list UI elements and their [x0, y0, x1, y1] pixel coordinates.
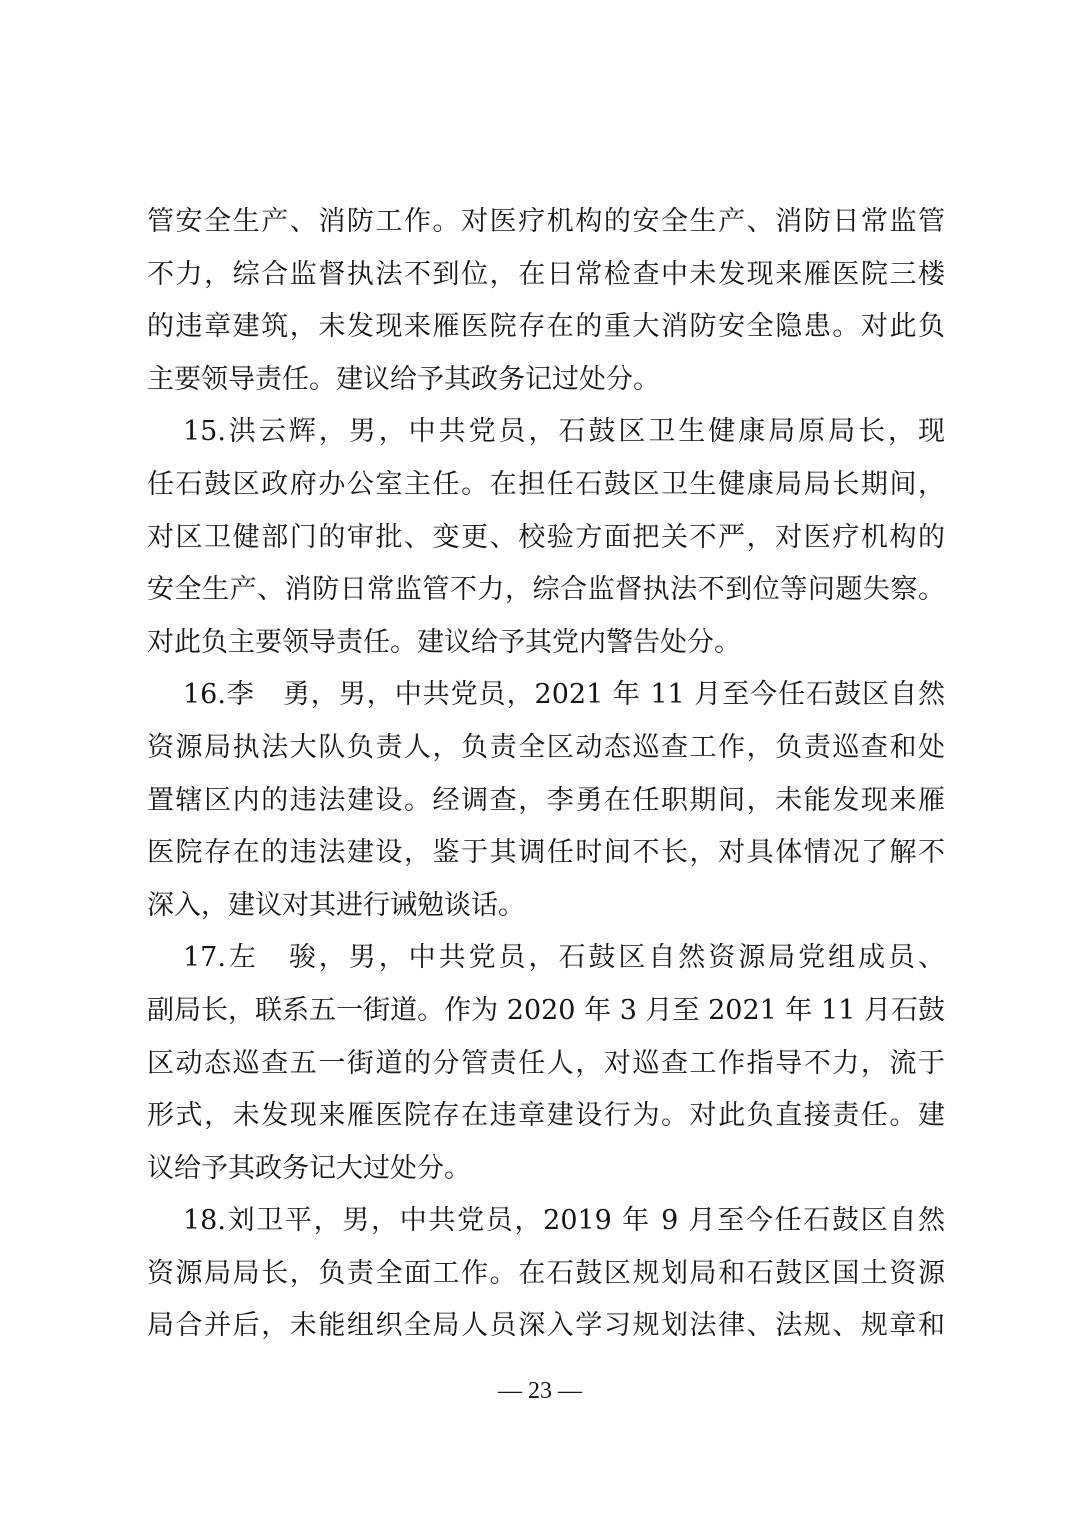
paragraph-line: 资源局局长，负责全面工作。在石鼓区规划局和石鼓区国土资源: [147, 1257, 945, 1289]
paragraph-line: 局合并后，未能组织全局人员深入学习规划法律、法规、规章和: [147, 1310, 945, 1342]
paragraph-line: 任石鼓区政府办公室主任。在担任石鼓区卫生健康局局长期间，: [147, 468, 945, 500]
paragraph-line: 的违章建筑，未发现来雁医院存在的重大消防安全隐患。对此负: [147, 311, 945, 343]
paragraph-line: 形式，未发现来雁医院存在违章建设行为。对此负直接责任。建: [147, 1100, 945, 1132]
paragraph-line: 副局长，联系五一街道。作为 2020 年 3 月至 2021 年 11 月石鼓: [147, 994, 945, 1026]
paragraph-line: 医院存在的违法建设，鉴于其调任时间不长，对具体情况了解不: [147, 837, 945, 869]
paragraph-line: 议给予其政务记大过处分。: [147, 1152, 471, 1184]
paragraph-line: 资源局执法大队负责人，负责全区动态巡查工作，负责巡查和处: [147, 731, 945, 763]
paragraph-line: 15.洪云辉，男，中共党员，石鼓区卫生健康局原局长，现: [183, 416, 945, 448]
paragraph-line: 置辖区内的违法建设。经调查，李勇在任职期间，未能发现来雁: [147, 784, 945, 816]
paragraph-line: 区动态巡查五一街道的分管责任人，对巡查工作指导不力，流于: [147, 1047, 945, 1079]
paragraph-line: 对区卫健部门的审批、变更、校验方面把关不严，对医疗机构的: [147, 521, 945, 553]
page-number: — 23 —: [498, 1378, 582, 1404]
paragraph-line: 管安全生产、消防工作。对医疗机构的安全生产、消防日常监管: [147, 206, 945, 237]
paragraph-line: 18.刘卫平，男，中共党员，2019 年 9 月至今任石鼓区自然: [183, 1205, 945, 1237]
document-body: [147, 196, 945, 1353]
paragraph-line: 主要领导责任。建议给予其政务记过处分。: [147, 363, 660, 395]
paragraph-line: 不力，综合监督执法不到位，在日常检查中未发现来雁医院三楼: [147, 258, 945, 290]
paragraph-line: 17.左 骏，男，中共党员，石鼓区自然资源局党组成员、: [183, 942, 945, 974]
paragraph-line: 16.李 勇，男，中共党员，2021 年 11 月至今任石鼓区自然: [183, 679, 945, 711]
paragraph-line: 安全生产、消防日常监管不力，综合监督执法不到位等问题失察。: [147, 574, 945, 606]
paragraph-line: 深入，建议对其进行诫勉谈话。: [147, 889, 525, 921]
paragraph-line: 对此负主要领导责任。建议给予其党内警告处分。: [147, 626, 741, 658]
